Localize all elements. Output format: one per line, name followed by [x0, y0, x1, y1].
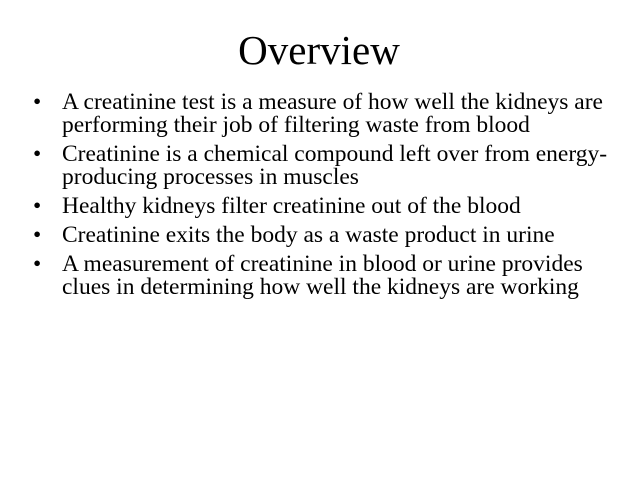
bullet-item	[33, 91, 623, 137]
bullet-dot-icon: •	[33, 141, 42, 167]
bullet-item	[33, 224, 623, 247]
bullet-text: Creatinine exits the body as a waste product in urine	[62, 222, 555, 248]
bullet-list	[33, 91, 623, 305]
bullet-item	[33, 143, 623, 189]
bullet-dot-icon: •	[33, 251, 42, 277]
bullet-dot-icon: •	[33, 222, 42, 248]
bullet-dot-icon: •	[33, 193, 42, 219]
bullet-text: Healthy kidneys filter creatinine out of the blood	[62, 193, 521, 219]
slide-title: Overview	[238, 27, 400, 73]
bullet-text: A creatinine test is a measure of how well the kidneys are performing their job of filtering waste from blood	[62, 89, 603, 138]
bullet-text: A measurement of creatinine in blood or urine provides clues in determining how well the kidneys are working	[62, 251, 583, 300]
bullet-item	[33, 195, 623, 218]
bullet-dot-icon: •	[33, 89, 42, 115]
bullet-item	[33, 253, 623, 299]
bullet-text: Creatinine is a chemical compound left over from energy-producing processes in muscles	[62, 141, 608, 190]
